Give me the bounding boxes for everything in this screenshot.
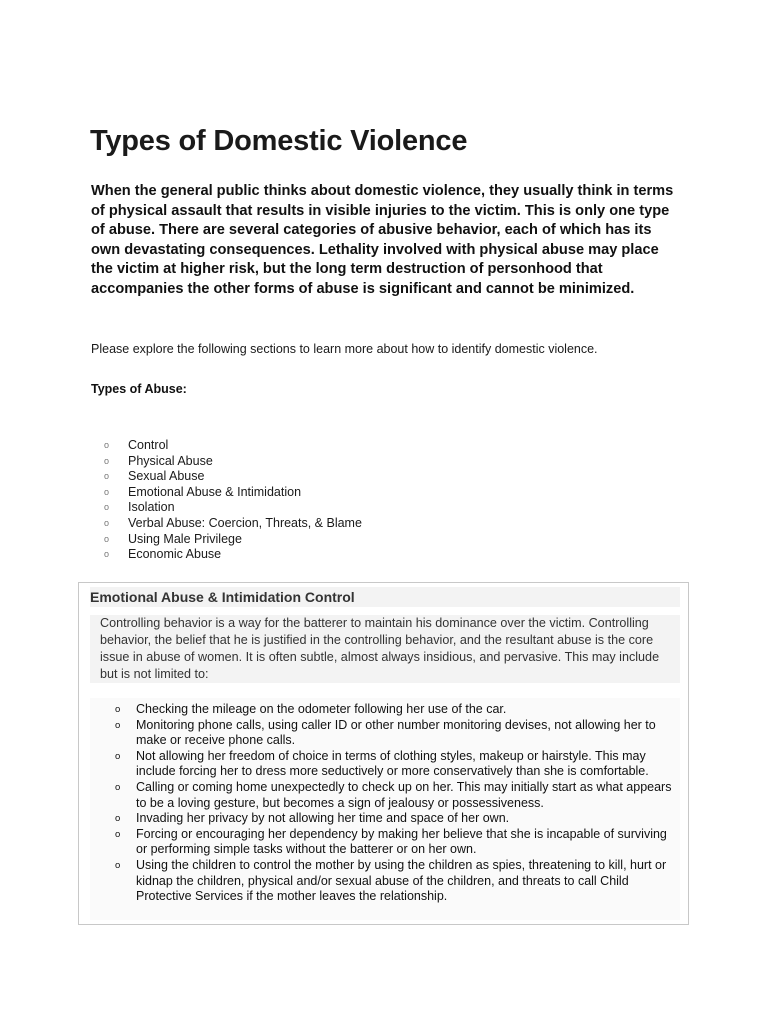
- list-item: [100, 858, 680, 905]
- list-item: [100, 811, 680, 827]
- list-item: [100, 749, 680, 780]
- hollow-circle-bullet-icon: o: [104, 533, 110, 544]
- hollow-circle-bullet-icon: o: [115, 813, 121, 825]
- list-item-text: Calling or coming home unexpectedly to check up on her. This may initially start as what appears to be a loving gesture, but becomes a sign of jealousy or possessiveness.: [136, 779, 672, 810]
- list-item-physical-abuse: [91, 454, 362, 470]
- hollow-circle-bullet-icon: o: [104, 486, 110, 497]
- hollow-circle-bullet-icon: o: [104, 471, 110, 482]
- list-item: [100, 827, 680, 858]
- list-item-label: Economic Abuse: [128, 547, 222, 562]
- list-item-text: Monitoring phone calls, using caller ID or other number monitoring devises, not allowing her to make or receive phone calls.: [136, 717, 656, 748]
- explore-text: Please explore the following sections to learn more about how to identify domestic violence.: [91, 342, 598, 356]
- list-item-verbal-abuse: [91, 516, 362, 532]
- hollow-circle-bullet-icon: o: [115, 859, 121, 871]
- hollow-circle-bullet-icon: o: [104, 517, 110, 528]
- hollow-circle-bullet-icon: o: [104, 440, 110, 450]
- hollow-circle-bullet-icon: o: [104, 455, 110, 466]
- hollow-circle-bullet-icon: o: [104, 502, 110, 513]
- hollow-circle-bullet-icon: o: [115, 704, 121, 715]
- list-item: [100, 702, 680, 718]
- page-title: Types of Domestic Violence: [90, 125, 468, 157]
- list-item-control: [91, 438, 362, 454]
- list-item-sexual-abuse: [91, 469, 362, 485]
- list-item-economic-abuse: [91, 547, 362, 563]
- section-paragraph: Controlling behavior is a way for the batterer to maintain his dominance over the victim. Controlling behavior, the belief that he is justified in the controlling behavior, and the resultant abuse is the core issue in abuse of women. It is often subtle, almost always insidious, and pervasive. This may include but is not limited to:: [100, 616, 660, 681]
- list-item-text: Forcing or encouraging her dependency by making her believe that she is incapable of surviving or performing simple tasks without the batterer or on her own.: [136, 826, 667, 857]
- list-item-label: Using Male Privilege: [128, 531, 242, 546]
- section-heading: Emotional Abuse & Intimidation Control: [90, 587, 680, 607]
- hollow-circle-bullet-icon: o: [115, 750, 121, 762]
- list-item: [100, 718, 680, 749]
- list-item-label: Isolation: [128, 500, 175, 515]
- list-item: [100, 780, 680, 811]
- intro-paragraph: When the general public thinks about domestic violence, they usually think in terms of physical assault that results in visible injuries to the victim. This is only one type of abuse. There are several categories of abusive behavior, each of which has its own devastating consequences. Lethality involved with physical abuse may place the victim at higher risk, but the long term destruction of personhood that accompanies the other forms of abuse is significant and cannot be minimized.: [91, 183, 674, 297]
- hollow-circle-bullet-icon: o: [104, 549, 110, 560]
- hollow-circle-bullet-icon: o: [115, 828, 121, 840]
- types-of-abuse-heading: Types of Abuse:: [91, 382, 187, 396]
- list-item-male-privilege: [91, 532, 362, 548]
- list-item-text: Invading her privacy by not allowing her time and space of her own.: [136, 811, 510, 826]
- hollow-circle-bullet-icon: o: [115, 781, 121, 793]
- list-item-label: Sexual Abuse: [128, 469, 205, 484]
- hollow-circle-bullet-icon: o: [115, 719, 121, 731]
- list-item-text: Using the children to control the mother by using the children as spies, threatening to kill, hurt or kidnap the children, physical and/or sexual abuse of the children, and threats to call Child Protective Services if the mother leaves the relationship.: [136, 857, 667, 904]
- list-item-label: Physical Abuse: [128, 453, 213, 468]
- list-item-label: Verbal Abuse: Coercion, Threats, & Blame: [128, 515, 362, 530]
- list-item-label: Emotional Abuse & Intimidation: [128, 484, 302, 499]
- list-item-label: Control: [128, 438, 169, 452]
- list-item-emotional-abuse: [91, 485, 362, 501]
- list-item-isolation: [91, 500, 362, 516]
- section-paragraph-panel: [90, 615, 680, 683]
- types-of-abuse-list: [91, 438, 362, 563]
- list-item-text: Not allowing her freedom of choice in terms of clothing styles, makeup or hairstyle. This may include forcing her to dress more seductively or more conservatively than she is comfortable.: [136, 748, 649, 779]
- list-item-text: Checking the mileage on the odometer following her use of the car.: [136, 702, 507, 716]
- section-item-list: [100, 702, 680, 905]
